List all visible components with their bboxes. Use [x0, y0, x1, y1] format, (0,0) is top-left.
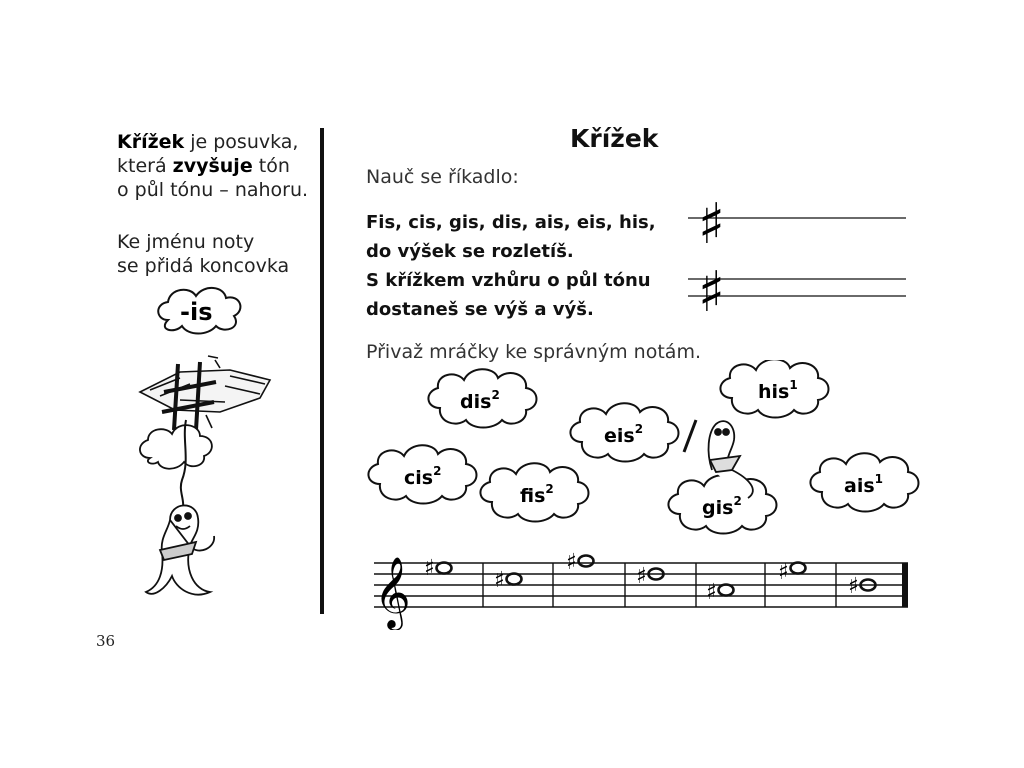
- svg-text:dis2: dis$^2$: [460, 388, 500, 413]
- suffix-cloud: [158, 288, 240, 334]
- svg-text:fis2: fis$^2$: [520, 482, 554, 507]
- suffix-explanation: Ke jménu noty se přidá koncovka: [117, 231, 290, 277]
- svg-text:ais1: ais$^1$: [844, 472, 884, 497]
- cloud-cis[interactable]: [368, 445, 476, 503]
- svg-text:his1: his$^1$: [758, 378, 798, 403]
- rhyme-line: dostaneš se výš a výš.: [366, 299, 594, 320]
- svg-text:♯: ♯: [706, 580, 717, 605]
- sharp-examples: [680, 185, 910, 315]
- final-barline: [902, 563, 908, 607]
- svg-text:♯: ♯: [494, 568, 505, 593]
- music-staff[interactable]: [370, 545, 915, 630]
- svg-text:♯: ♯: [636, 564, 647, 589]
- svg-text:♯: ♯: [848, 574, 859, 599]
- treble-clef-icon: 𝄞: [374, 555, 411, 628]
- suffix-label: -is: [180, 298, 213, 326]
- sharp-on-line-icon: ♯: [698, 192, 726, 257]
- instruction-connect-clouds: Přivaž mráčky ke správným notám.: [366, 341, 701, 363]
- ghost-character-icon: [146, 505, 214, 594]
- cloud-his[interactable]: [720, 360, 828, 418]
- note-fis[interactable]: [424, 556, 452, 581]
- cloud-dis[interactable]: [428, 369, 536, 427]
- svg-text:♯: ♯: [778, 560, 789, 585]
- kite-sharp-icon: [140, 356, 270, 430]
- instruction-learn-rhyme: Nauč se říkadlo:: [366, 166, 519, 188]
- term-krizek: Křížek: [117, 131, 185, 153]
- note-ais[interactable]: [778, 560, 806, 585]
- svg-text:gis2: gis$^2$: [702, 494, 742, 519]
- sharp-definition: Křížek je posuvka, která zvyšuje tón o půl tónu – nahoru.: [117, 131, 309, 201]
- sharp-in-space-icon: ♯: [698, 260, 726, 315]
- page-title: Křížek: [570, 124, 659, 153]
- svg-text:♯: ♯: [566, 550, 577, 575]
- note-cis[interactable]: [494, 568, 522, 593]
- svg-text:eis2: eis$^2$: [604, 422, 644, 447]
- cloud-ais[interactable]: [810, 453, 918, 511]
- svg-text:♯: ♯: [424, 556, 435, 581]
- page-number: 36: [96, 632, 116, 650]
- note-fis-low[interactable]: [706, 580, 734, 605]
- svg-text:cis2: cis$^2$: [404, 464, 442, 489]
- left-illustration: [120, 280, 320, 620]
- clouds-area: [360, 360, 920, 540]
- column-divider: [320, 128, 324, 614]
- rhyme-line: S křížkem vzhůru o půl tónu: [366, 270, 651, 291]
- cloud-gis[interactable]: [668, 475, 776, 533]
- small-cloud-icon: [140, 425, 212, 469]
- rhyme: [366, 208, 656, 324]
- rhyme-line: do výšek se rozletíš.: [366, 241, 574, 262]
- rhyme-line: Fis, cis, gis, dis, ais, eis, his,: [366, 212, 656, 233]
- cloud-fis[interactable]: [480, 463, 588, 521]
- note-his[interactable]: [848, 574, 876, 599]
- cloud-eis[interactable]: [570, 403, 678, 461]
